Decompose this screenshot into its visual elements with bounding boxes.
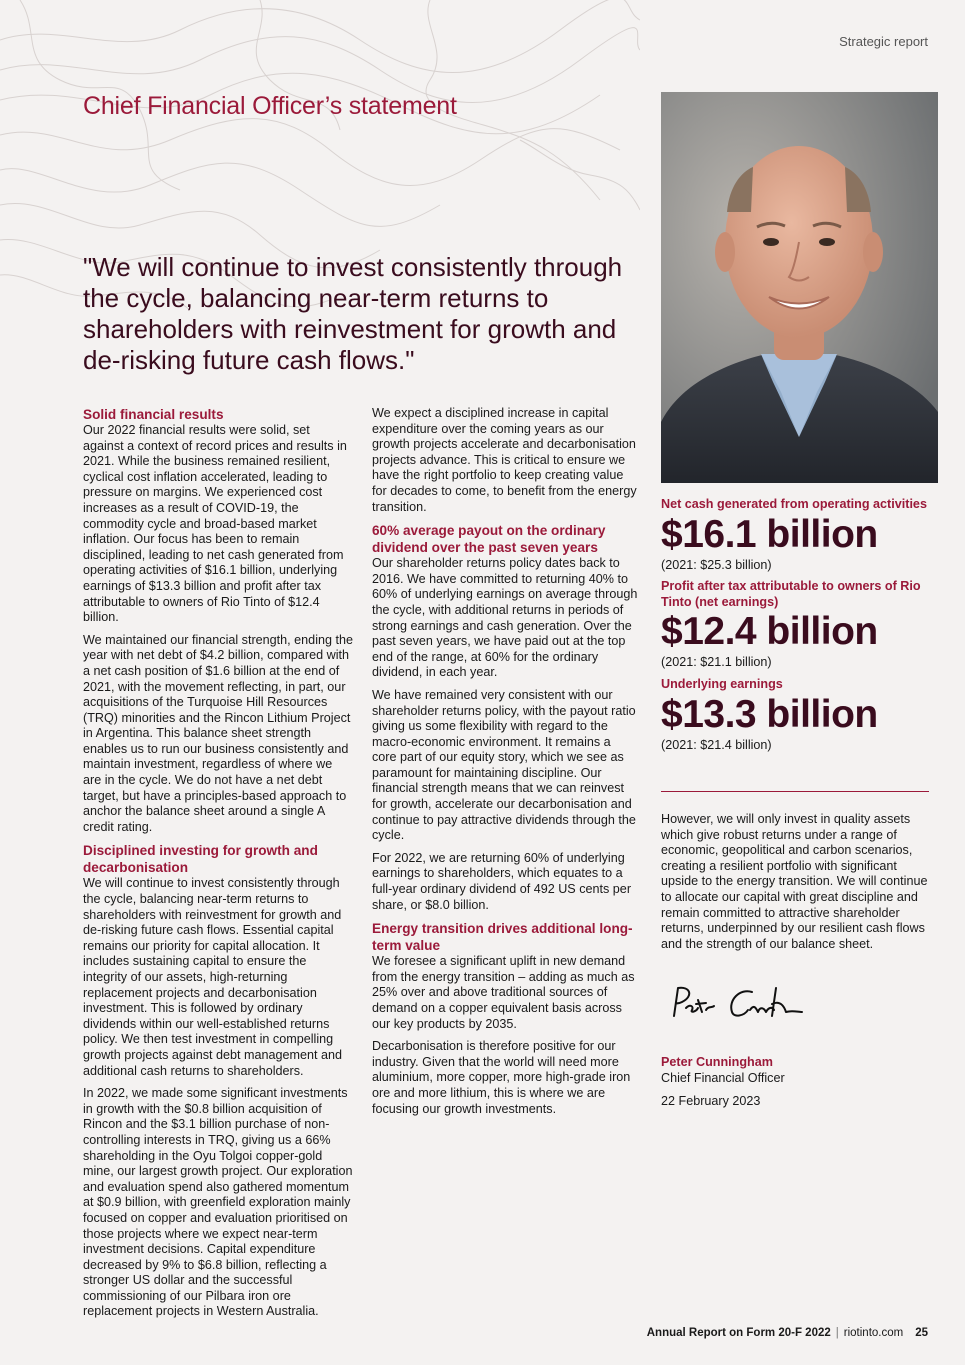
metric-net-cash xyxy=(661,497,929,573)
footer-report-name: Annual Report on Form 20-F 2022 xyxy=(646,1327,831,1339)
text-column-1 xyxy=(83,406,353,1327)
signer-name: Peter Cunningham xyxy=(661,1055,773,1069)
heading-disciplined-investing: Disciplined investing for growth and decarbonisation xyxy=(83,843,318,876)
metric-value: $16.1 billion xyxy=(661,512,878,556)
key-metrics xyxy=(661,497,929,759)
paragraph: We foresee a significant uplift in new demand from the energy transition – adding as much as 25% over and above traditional sources of demand on a copper equivalent basis across our key products by 2035. xyxy=(372,954,635,1031)
paragraph: Decarbonisation is therefore positive for our industry. Given that the world will need more aluminium, more copper, more high-grade iron ore and more lithium, this is where we are focusing our growth investments. xyxy=(372,1039,631,1116)
heading-energy-transition: Energy transition drives additional long-term value xyxy=(372,921,633,954)
heading-solid-results: Solid financial results xyxy=(83,407,224,422)
text-column-3 xyxy=(661,812,929,959)
paragraph-part-1: In 2022, we made some significant investments in growth with the $0.8 billion acquisition of Rincon and the $3.1 billion purchase of non-controlling interests in TRQ, giving us a 66% shareholding in the Oyu Tolgoi copper-gold mine, our largest growth project. Our exploration and evaluation spend also gathered momentum at $0.9 billion, with greenfield exploration mainly focused on copper and evaluation prioritised on those projects where we expect near-term investment decisions. Capital expenditure decreased by 9% to $6.8 billion, reflecting a stronger US dollar and the successful commissioning of our Pilbara iron ore replacement projects in Western Australia. xyxy=(83,1086,353,1319)
metric-value: $13.3 billion xyxy=(661,692,878,736)
metric-label: Profit after tax attributable to owners of Rio Tinto (net earnings) xyxy=(661,579,921,609)
footer-site-link[interactable]: riotinto.com xyxy=(843,1327,904,1339)
paragraph: We expect a disciplined increase in capital expenditure over the coming years as our growth projects accelerate and decarbonisation projects advance. This is critical to ensure we have the right portfolio to keep creating value for decades to come, to benefit from the energy transition. xyxy=(372,406,637,514)
footer-separator: | xyxy=(835,1327,839,1339)
paragraph: Our shareholder returns policy dates back to 2016. We have committed to returning 40% to 60% of underlying earnings on average through the cycle, with additional returns in periods of strong earnings and cash generation. Over the past seven years, we have paid out at the top end of the range, at 60% for the ordinary dividend, in each year. xyxy=(372,556,638,680)
pull-quote: "We will continue to invest consistently through the cycle, balancing near-term returns to shareholders with reinvestment for growth and de-risking future cash flows." xyxy=(83,252,623,375)
paragraph: For 2022, we are returning 60% of underlying earnings to shareholders, which equates to a full-year ordinary dividend of 492 US cents per share, or $8.0 billion. xyxy=(372,850,632,912)
section-label: Strategic report xyxy=(839,34,928,49)
text-column-2 xyxy=(372,406,638,1124)
metric-prior-year: (2021: $25.3 billion) xyxy=(661,557,772,572)
page-title: Chief Financial Officer’s statement xyxy=(83,92,457,120)
paragraph: We have remained very consistent with our shareholder returns policy, with the payout ratio giving us some flexibility with regard to the macro-economic environment. It remains a core part of our equity story, which we see as paramount for maintaining discipline. Our financial strength means that we can reinvest for growth, accelerate our decarbonisation and continue to pay attractive dividends through the cycle. xyxy=(372,687,636,843)
signer-title: Chief Financial Officer xyxy=(661,1071,785,1085)
metric-label: Underlying earnings xyxy=(661,676,783,691)
paragraph: However, we will only invest in quality assets which give robust returns under a range of economic, geopolitical and carbon scenarios, creating a resilient portfolio with significant upside to the energy transition. We will continue to allocate our capital with great discipline and remain committed to attractive shareholder returns, underpinned by our resilient cash flows and the strength of our balance sheet. xyxy=(661,812,928,951)
portrait-illustration xyxy=(661,92,938,483)
paragraph: We will continue to invest consistently through the cycle, balancing near-term returns to shareholders with reinvestment for growth and de-risking future cash flows. Essential capital remains our priority for capital allocation. It includes sustaining capital to ensure the integrity of our assets, high-returning replacement projects and decarbonisation investment. This is followed by ordinary dividends within our well-established returns policy. We then test investment in compelling growth projects against debt management and additional cash returns to shareholders. xyxy=(83,876,343,1078)
paragraph xyxy=(83,1086,353,1320)
metric-prior-year: (2021: $21.1 billion) xyxy=(661,655,772,670)
signoff-date: 22 February 2023 xyxy=(661,1094,761,1108)
metric-value: $12.4 billion xyxy=(661,610,878,654)
signature-image xyxy=(668,982,808,1030)
metric-underlying-earnings xyxy=(661,677,929,753)
metric-net-earnings xyxy=(661,579,929,671)
page-number: 25 xyxy=(915,1327,928,1339)
paragraph: Our 2022 financial results were solid, set against a context of record prices and results in 2021. While the business remained resilient, cyclical cost inflation accelerated, leading to pressure on margins. We experienced cost increases as a result of COVID-19, the commodity cycle and broad-based market inflation. Our focus has been to remain disciplined, leading to net cash generated from operating activities of $16.1 billion, underlying earnings of $13.3 billion and profit after tax attributable to owners of Rio Tinto of $12.4 billion. xyxy=(83,423,347,625)
metric-label: Net cash generated from operating activities xyxy=(661,497,927,511)
divider-line xyxy=(661,791,929,792)
heading-payout: 60% average payout on the ordinary dividend over the past seven years xyxy=(372,523,606,556)
cfo-portrait xyxy=(661,92,938,483)
page-footer xyxy=(647,1327,928,1339)
metric-prior-year: (2021: $21.4 billion) xyxy=(661,737,772,752)
paragraph: We maintained our financial strength, ending the year with net debt of $4.2 billion, compared with a net cash position of $1.6 billion at the end of 2021, with the movement reflecting, in part, our acquisitions of the Turquoise Hill Resources (TRQ) minorities and the Rincon Lithium Project in Argentina. This balance sheet strength enables us to run our business consistently and maintain investment, regardless of where we are in the cycle. We do not have a net debt target, but have a principles-based approach to anchor the balance sheet around a single A credit rating. xyxy=(83,632,354,834)
